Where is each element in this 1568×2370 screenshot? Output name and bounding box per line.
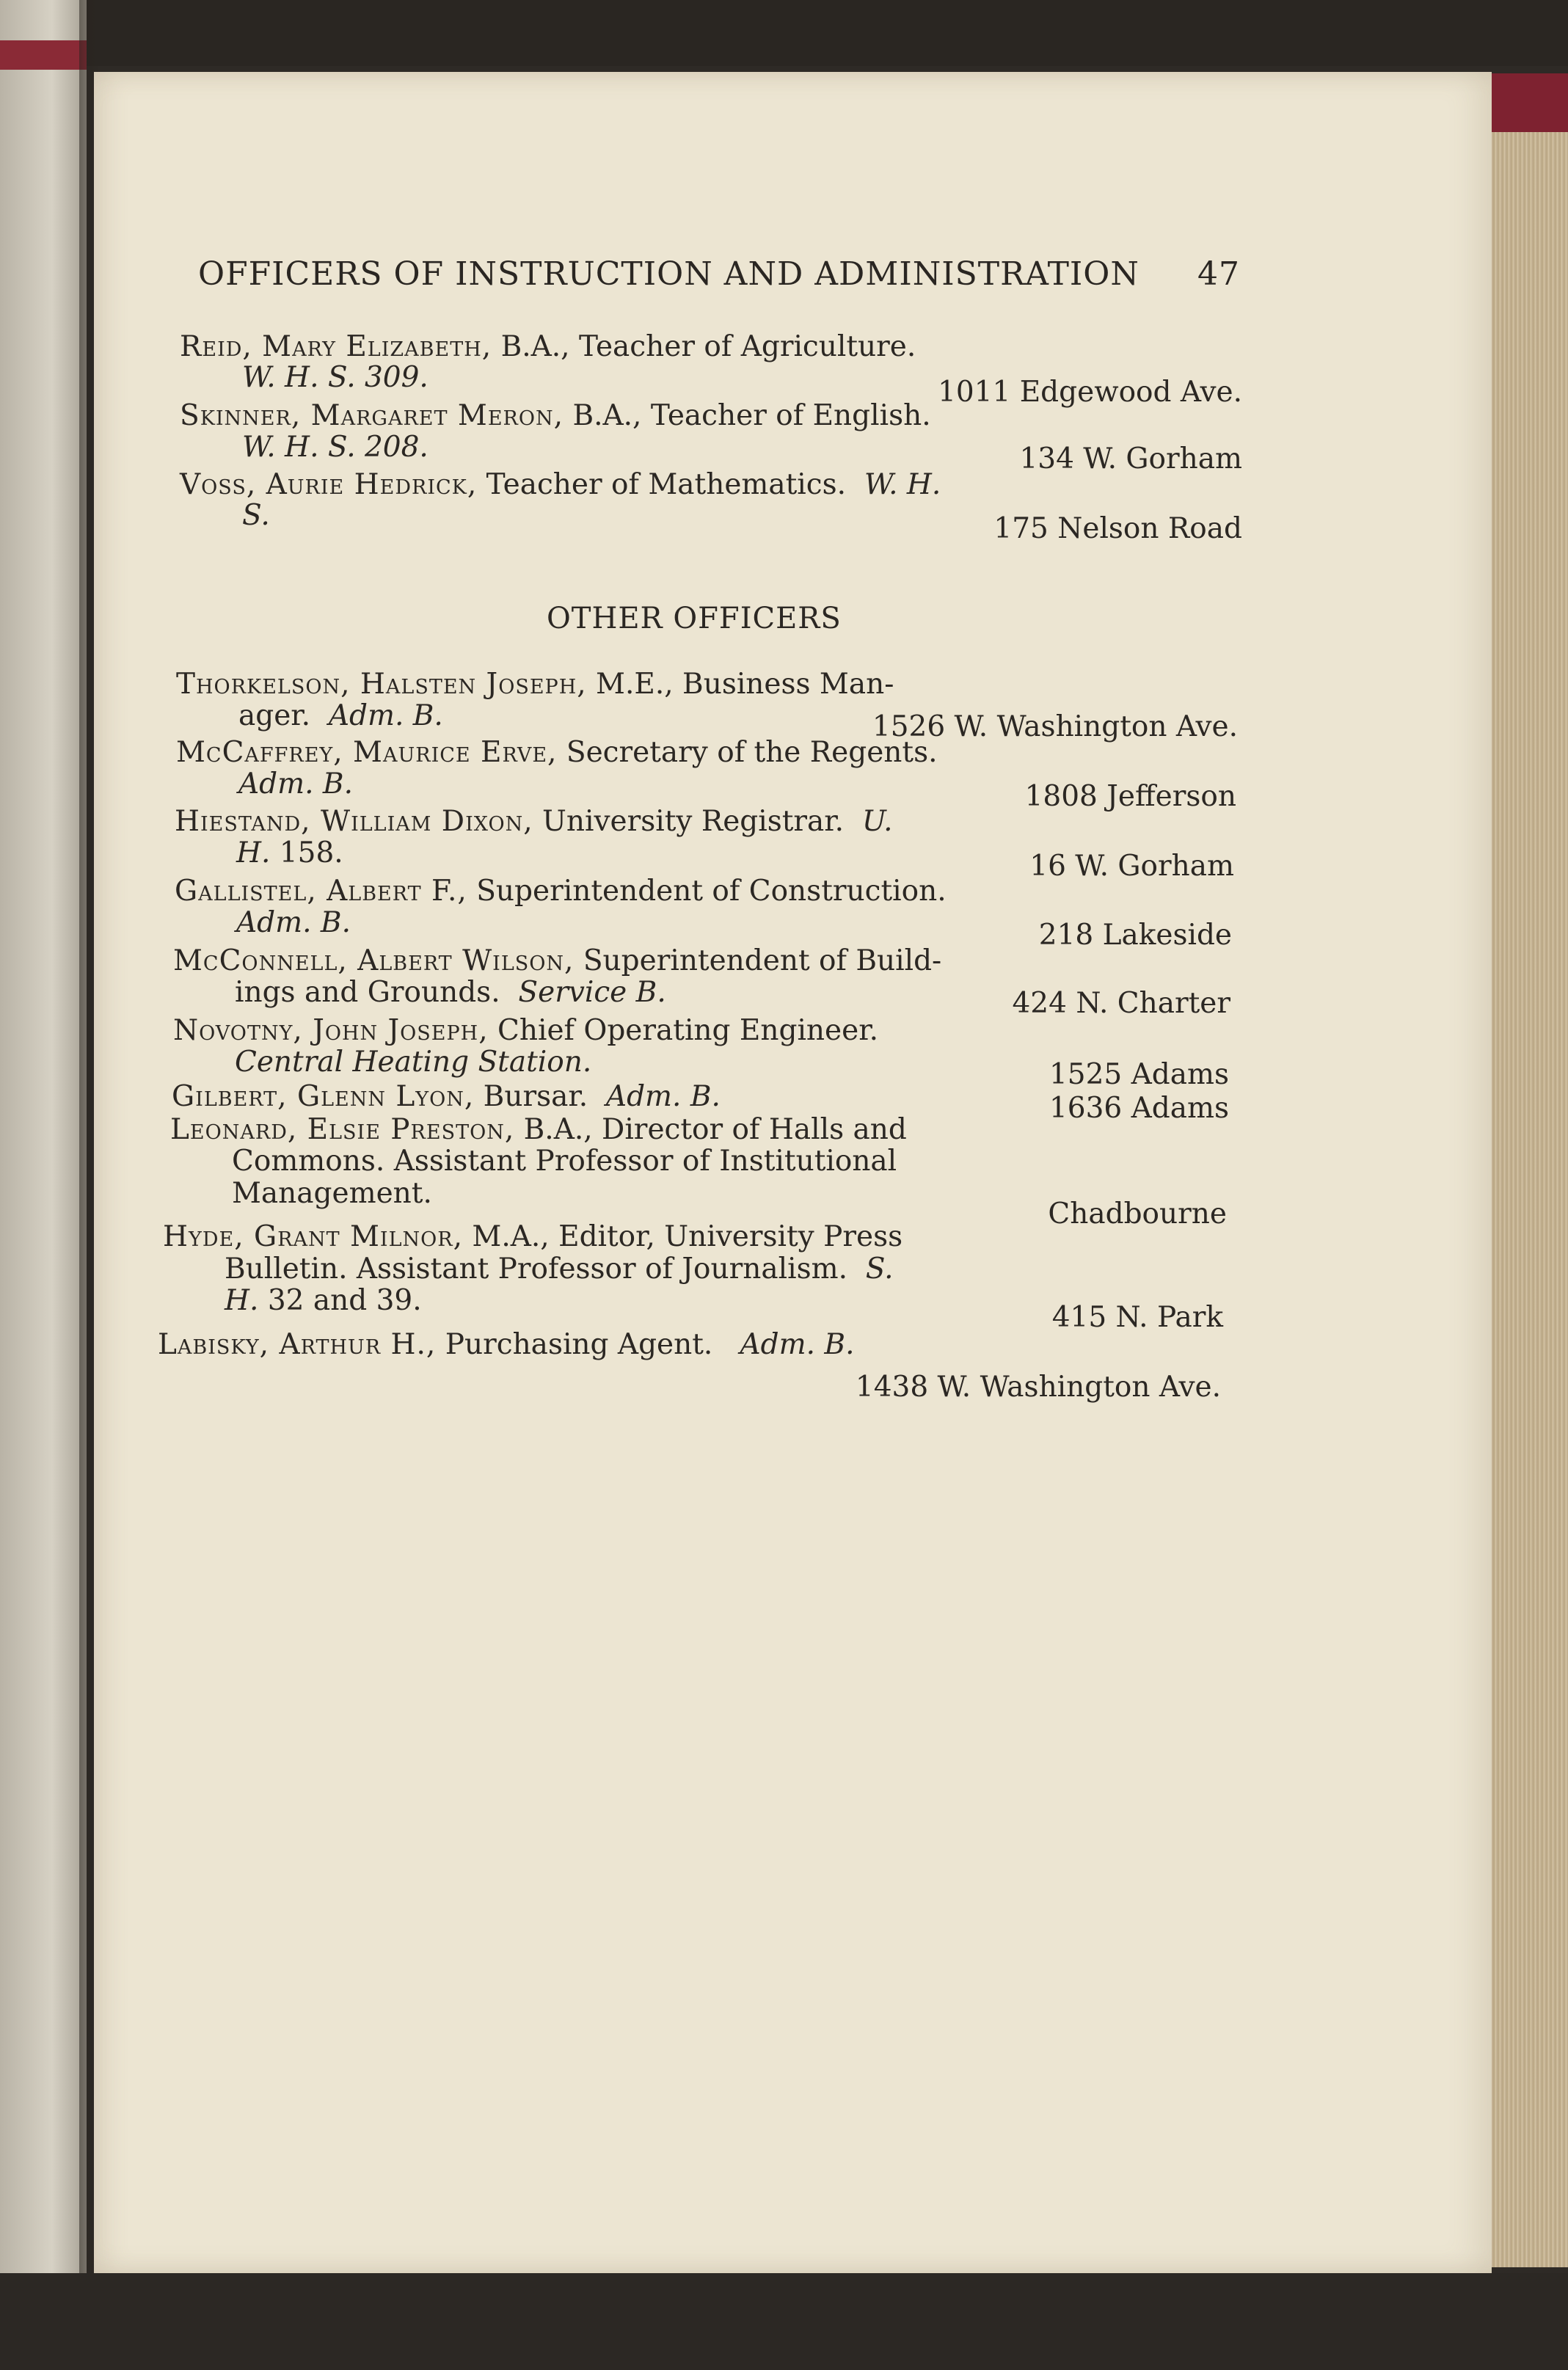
officer-mcconnell-line2: ings and Grounds. Service B. — [235, 976, 666, 1009]
facing-page-edge — [0, 0, 87, 2370]
officer-hiestand-line1: Hiestand, William Dixon, University Registrar. U. — [175, 805, 893, 838]
officer-mcconnell-address: 424 N. Charter — [1012, 987, 1230, 1020]
entry-voss-address: 175 Nelson Road — [993, 512, 1242, 545]
entry-reid-line1: Reid, Mary Elizabeth, B.A., Teacher of Agriculture. — [180, 330, 916, 363]
officer-leonard-line1: Leonard, Elsie Preston, B.A., Director of Halls and — [170, 1113, 907, 1146]
scan-bottom-margin — [0, 2273, 1568, 2370]
officer-labisky-address: 1438 W. Washington Ave. — [855, 1371, 1221, 1404]
officer-hyde-line2: Bulletin. Assistant Professor of Journalism. S. — [225, 1253, 894, 1286]
officer-leonard-line2: Commons. Assistant Professor of Institutional — [232, 1145, 897, 1178]
officer-hyde-address: 415 N. Park — [1051, 1301, 1223, 1334]
officer-gallistel-line1: Gallistel, Albert F., Superintendent of Construction. — [175, 875, 947, 908]
entry-voss-line2: S. — [242, 499, 270, 532]
page-edges — [1492, 81, 1568, 2267]
header-title: OFFICERS OF INSTRUCTION AND ADMINISTRATION — [198, 255, 1139, 293]
officer-hyde-line1: Hyde, Grant Milnor, M.A., Editor, University Press — [163, 1220, 903, 1253]
book-binding-left — [0, 40, 87, 70]
entry-reid-address: 1011 Edgewood Ave. — [938, 376, 1242, 409]
officer-thorkelson-line1: Thorkelson, Halsten Joseph, M.E., Business Man- — [176, 668, 894, 701]
book-binding-right — [1492, 73, 1568, 132]
section-title: OTHER OFFICERS — [547, 602, 842, 635]
entry-voss-line1: Voss, Aurie Hedrick, Teacher of Mathematics. W. H. — [180, 468, 941, 501]
officer-gallistel-line2: Adm. B. — [236, 906, 351, 939]
officer-leonard-line3: Management. — [232, 1177, 432, 1210]
officer-thorkelson-line2: ager. Adm. B. — [238, 699, 443, 732]
page-number: 47 — [1197, 255, 1240, 293]
officer-novotny-address: 1525 Adams — [1049, 1058, 1229, 1091]
officer-hiestand-address: 16 W. Gorham — [1029, 850, 1234, 883]
officer-hyde-line3: H. 32 and 39. — [225, 1284, 422, 1317]
officer-labisky-line1: Labisky, Arthur H., Purchasing Agent. Adm. B. — [158, 1328, 855, 1361]
entry-skinner-address: 134 W. Gorham — [1019, 442, 1242, 475]
entry-reid-line2: W. H. S. 309. — [242, 361, 429, 394]
officer-mccaffrey-address: 1808 Jefferson — [1024, 780, 1236, 813]
officer-mcconnell-line1: McConnell, Albert Wilson, Superintendent of Build- — [173, 944, 942, 977]
running-header — [198, 255, 1240, 293]
officer-gilbert-line1: Gilbert, Glenn Lyon, Bursar. Adm. B. — [172, 1080, 721, 1113]
scan-top-margin — [0, 0, 1568, 66]
officer-novotny-line2: Central Heating Station. — [235, 1046, 592, 1079]
officer-mccaffrey-line2: Adm. B. — [238, 767, 353, 801]
entry-skinner-line2: W. H. S. 208. — [242, 431, 429, 464]
officer-thorkelson-address: 1526 W. Washington Ave. — [872, 710, 1238, 743]
officer-leonard-address: Chadbourne — [1048, 1197, 1227, 1230]
officer-hiestand-line2: H. 158. — [236, 836, 343, 869]
entry-skinner-line1: Skinner, Margaret Meron, B.A., Teacher of English. — [180, 399, 931, 432]
officer-novotny-line1: Novotny, John Joseph, Chief Operating Engineer. — [173, 1014, 878, 1047]
officer-gallistel-address: 218 Lakeside — [1038, 919, 1232, 952]
officer-mccaffrey-line1: McCaffrey, Maurice Erve, Secretary of the Regents. — [176, 736, 938, 769]
officer-gilbert-address: 1636 Adams — [1049, 1092, 1229, 1125]
